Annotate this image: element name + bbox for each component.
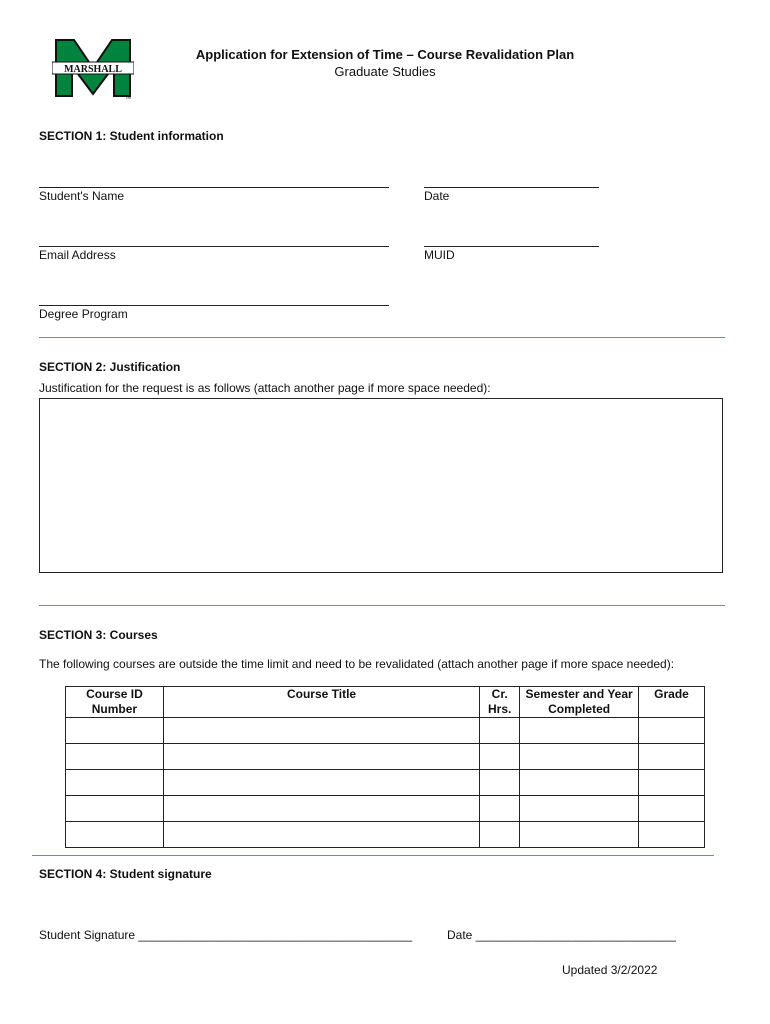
table-cell[interactable] [480, 718, 520, 744]
email-label: Email Address [39, 248, 116, 262]
column-header: Course Title [163, 687, 479, 718]
table-row [66, 744, 705, 770]
table-cell[interactable] [639, 744, 705, 770]
table-cell[interactable] [163, 796, 479, 822]
updated-date: Updated 3/2/2022 [562, 963, 658, 977]
table-cell[interactable] [520, 822, 639, 848]
section-divider [39, 337, 725, 338]
table-cell[interactable] [66, 718, 164, 744]
table-cell[interactable] [163, 770, 479, 796]
form-title: Application for Extension of Time – Course Revalidation Plan [195, 47, 575, 62]
marshall-m-icon [52, 38, 134, 100]
signature-date-row [447, 928, 676, 942]
courses-instruction: The following courses are outside the time limit and need to be revalidated (attach another page if more space needed): [39, 657, 675, 671]
table-row [66, 822, 705, 848]
degree-program-field[interactable] [39, 305, 389, 306]
degree-program-label: Degree Program [39, 307, 128, 321]
table-cell[interactable] [480, 796, 520, 822]
muid-field[interactable] [424, 246, 599, 247]
trademark-mark: TM [125, 95, 131, 100]
student-name-field[interactable] [39, 187, 389, 188]
section-2-heading: SECTION 2: Justification [39, 360, 181, 374]
section-4-heading: SECTION 4: Student signature [39, 867, 212, 881]
table-cell[interactable] [639, 770, 705, 796]
table-cell[interactable] [520, 796, 639, 822]
table-cell[interactable] [639, 822, 705, 848]
table-row [66, 718, 705, 744]
section-divider [32, 855, 714, 856]
signature-field[interactable]: _________________________________________ [138, 928, 413, 942]
table-cell[interactable] [480, 770, 520, 796]
table-cell[interactable] [163, 822, 479, 848]
table-cell[interactable] [66, 770, 164, 796]
form-subtitle: Graduate Studies [334, 64, 436, 79]
date-label: Date [424, 189, 450, 203]
table-cell[interactable] [639, 796, 705, 822]
table-cell[interactable] [66, 744, 164, 770]
column-header: Grade [639, 687, 705, 718]
date-field[interactable] [424, 187, 599, 188]
section-divider [39, 605, 725, 606]
signature-date-label: Date [447, 928, 473, 942]
table-cell[interactable] [480, 822, 520, 848]
table-cell[interactable] [163, 744, 479, 770]
table-cell[interactable] [66, 796, 164, 822]
table-cell[interactable] [520, 770, 639, 796]
signature-label: Student Signature [39, 928, 136, 942]
table-cell[interactable] [520, 718, 639, 744]
table-row [66, 770, 705, 796]
section-3-heading: SECTION 3: Courses [39, 628, 158, 642]
courses-table [65, 686, 705, 848]
table-cell[interactable] [480, 744, 520, 770]
student-name-label: Student's Name [39, 189, 125, 203]
muid-label: MUID [424, 248, 455, 262]
column-header: Semester and Year Completed [520, 687, 639, 718]
table-cell[interactable] [66, 822, 164, 848]
table-cell[interactable] [163, 718, 479, 744]
signature-row [39, 928, 412, 942]
justification-instruction: Justification for the request is as follows (attach another page if more space needed): [39, 381, 491, 395]
column-header: Cr. Hrs. [480, 687, 520, 718]
signature-date-field[interactable]: ______________________________ [475, 928, 676, 942]
table-header-row [66, 687, 705, 718]
marshall-logo [52, 38, 134, 100]
logo-text: MARSHALL [64, 64, 122, 75]
justification-textarea[interactable] [39, 398, 723, 573]
email-field[interactable] [39, 246, 389, 247]
table-cell[interactable] [520, 744, 639, 770]
table-row [66, 796, 705, 822]
table-cell[interactable] [639, 718, 705, 744]
column-header: Course ID Number [66, 687, 164, 718]
section-1-heading: SECTION 1: Student information [39, 129, 224, 143]
